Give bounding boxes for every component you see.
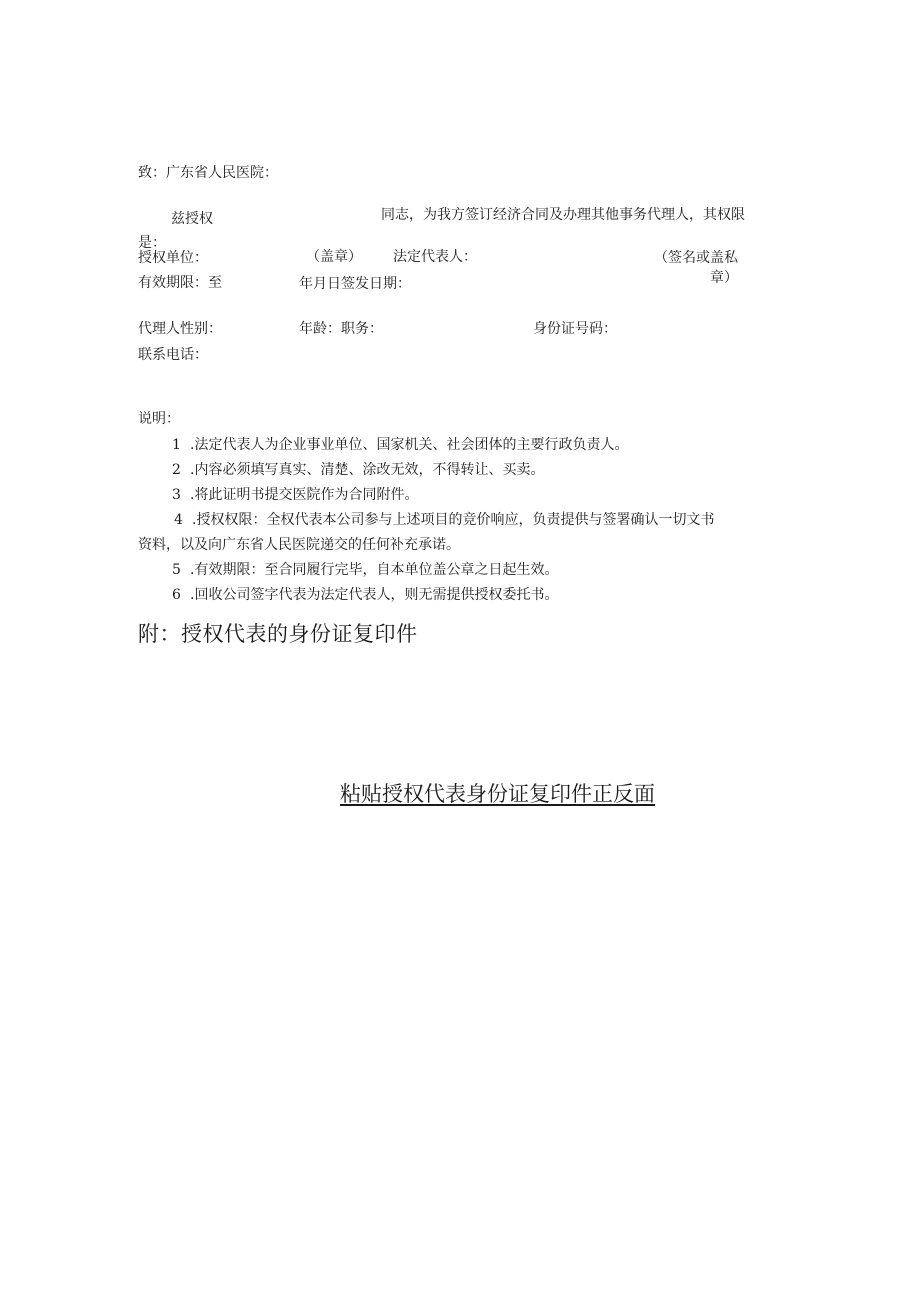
issue-date-label: 年月日签发日期： bbox=[299, 276, 411, 292]
note-text-5: .有效期限：至合同履行完毕，自本单位盖公章之日起生效。 bbox=[190, 562, 559, 578]
paste-id-copy-instruction: 粘贴授权代表身份证复印件正反面 bbox=[340, 782, 655, 806]
authorizing-unit-label: 授权单位： bbox=[138, 250, 208, 266]
age-title-label: 年龄：职务： bbox=[299, 321, 383, 337]
addressee-line: 致：广东省人民医院： bbox=[138, 165, 278, 181]
note-text-2: .内容必须填写真实、清楚、涂改无效，不得转让、买卖。 bbox=[190, 462, 545, 478]
note-text-6: .回收公司签字代表为法定代表人，则无需提供授权委托书。 bbox=[190, 587, 559, 603]
grant-prefix: 兹授权 bbox=[171, 211, 213, 227]
agent-gender-label: 代理人性别： bbox=[138, 321, 222, 337]
grant-scope-tail: 是： bbox=[138, 235, 166, 251]
note-number-1: 1 bbox=[172, 437, 181, 453]
attachment-heading: 附：授权代表的身份证复印件 bbox=[138, 622, 418, 646]
note-number-5: 5 bbox=[172, 562, 181, 578]
note-text-4-continuation: 资料，以及向广东省人民医院递交的任何补充承诺。 bbox=[138, 537, 460, 553]
validity-label: 有效期限：至 bbox=[138, 275, 222, 291]
note-text-1: .法定代表人为企业事业单位、国家机关、社会团体的主要行政负责人。 bbox=[190, 437, 629, 453]
seal-label: （盖章） bbox=[306, 249, 362, 265]
legal-representative-label: 法定代表人： bbox=[393, 249, 477, 265]
notes-title: 说明： bbox=[138, 411, 180, 427]
phone-label: 联系电话： bbox=[138, 347, 208, 363]
note-number-2: 2 bbox=[172, 462, 181, 478]
id-number-label: 身份证号码： bbox=[533, 321, 617, 337]
note-number-6: 6 bbox=[172, 587, 181, 603]
grant-suffix: 同志，为我方签订经济合同及办理其他事务代理人，其权限 bbox=[381, 207, 745, 223]
note-number-4: 4 bbox=[174, 512, 183, 528]
note-text-4: .授权权限：全权代表本公司参与上述项目的竞价响应，负责提供与签署确认一切文书 bbox=[192, 512, 715, 528]
signature-label-line1: （签名或盖私 bbox=[654, 250, 738, 266]
note-text-3: .将此证明书提交医院作为合同附件。 bbox=[190, 487, 419, 503]
note-number-3: 3 bbox=[172, 487, 181, 503]
signature-label-line2: 章） bbox=[710, 270, 738, 286]
